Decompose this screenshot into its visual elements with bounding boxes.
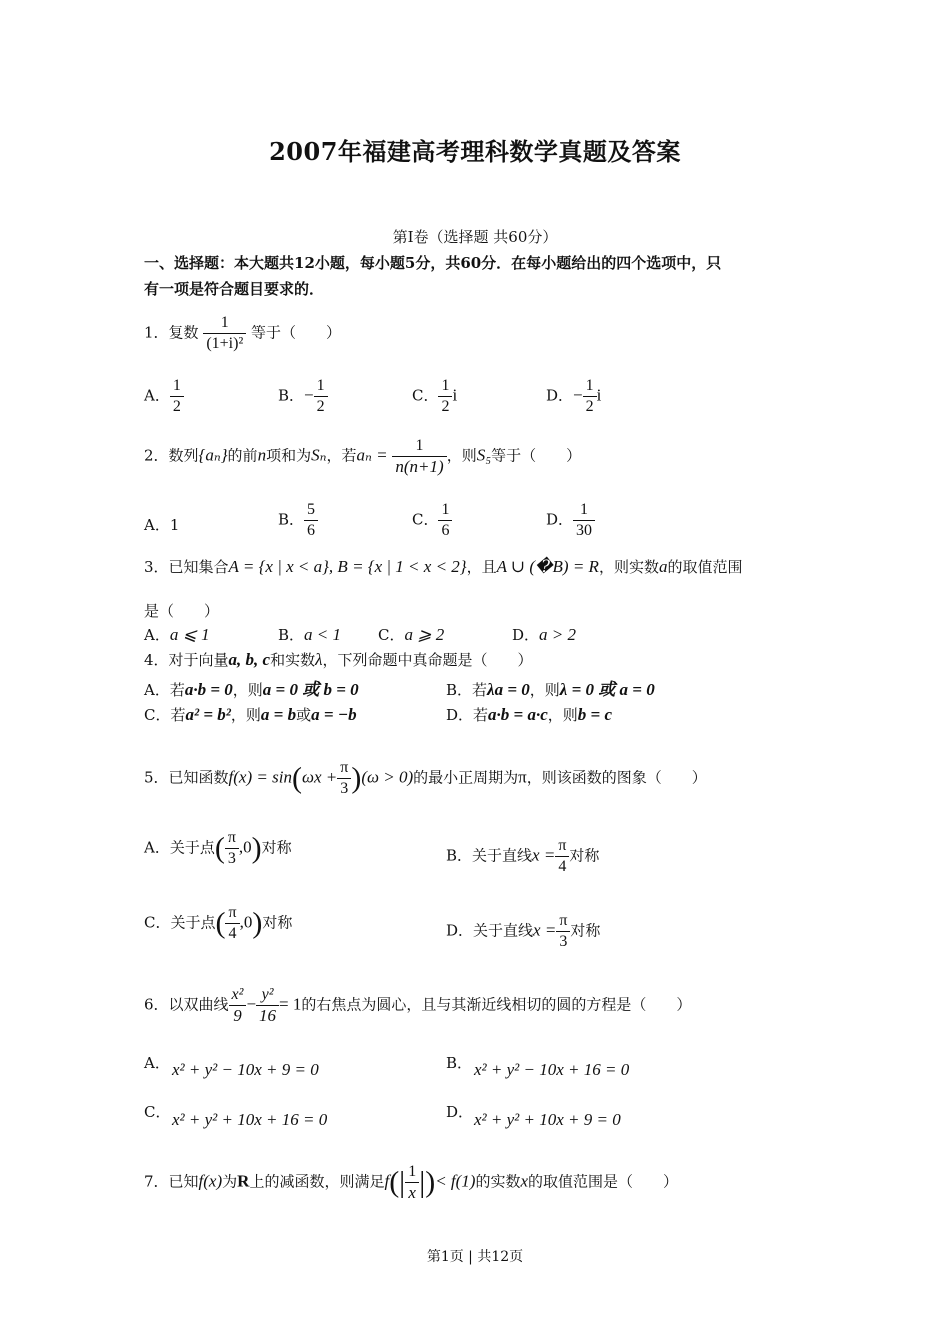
q1-option-b: B．− $\frac{1}{2}$ (278, 376, 328, 417)
q4-option-b (446, 675, 655, 700)
q2-den: n(n+1) (395, 457, 444, 476)
q2-c-den: 6 (441, 522, 450, 539)
q6-c-label: C． (144, 1103, 171, 1121)
q6-d1: 9 (233, 1006, 242, 1025)
question-6: 6．以双曲线 $\frac{\text{x²}}{9}$ − $\frac{\text{y²}}{16}$ = 1的右焦点为圆心，且与其渐近线相切的圆的方程是（ ） (144, 986, 692, 1025)
q5-three: 3 (340, 780, 349, 797)
q1-denominator: (1+i)² (206, 335, 244, 352)
q3-c-label: C． (378, 626, 405, 644)
q2-sequence: {aₙ} (198, 445, 228, 465)
q2-d-label: D． (546, 510, 574, 529)
q4-text-1: 和实数 (270, 651, 316, 669)
instructions-line-2: 有一项是符合题目要求的． (144, 280, 325, 298)
q6-y2: y² (256, 985, 279, 1006)
q5-stem: 5．已知函数 (144, 768, 229, 787)
q7-fx: f(x) (198, 1171, 223, 1191)
q1-c-label: C． (412, 386, 439, 405)
q4-a-mid: ，则 (232, 681, 263, 699)
q4-a-result: a = 0 或 b = 0 (262, 680, 359, 699)
q2-sn: Sₙ (311, 445, 327, 465)
q4-option-c (144, 704, 357, 725)
q2-d-den: 30 (576, 522, 593, 539)
q6-d-label: D． (446, 1103, 474, 1121)
q5-function: f(x) = sin (228, 767, 292, 787)
q7-den: x (408, 1183, 416, 1202)
q2-c-num: 1 (438, 500, 452, 521)
q6-option-d: x² + y² + 10x + 9 = 0 (474, 1110, 621, 1129)
q5-a-zero: ,0 (238, 837, 252, 857)
q3-a: a (658, 557, 668, 576)
question-4 (144, 649, 533, 670)
q1-numerator: 1 (203, 313, 246, 334)
q3-b-value: a < 1 (304, 625, 342, 644)
q4-b-label: B．若 (446, 681, 488, 699)
q5-d-end: 对称 (570, 921, 601, 940)
q5-b-x: x = (532, 845, 556, 865)
q4-d-result: b = c (577, 705, 613, 724)
q5-option-a: A．关于点( $\frac{\pi}{3}$ ,0)对称 (144, 829, 292, 867)
q5-d-den: 3 (559, 933, 568, 950)
q5-c-end: 对称 (262, 913, 293, 932)
q4-option-a (144, 675, 359, 700)
q4-d-expr: a·b = a·c (488, 705, 548, 724)
q3-stem: 3．已知集合 (144, 558, 229, 576)
q4-c-mid: ，则 (230, 706, 261, 724)
q4-c-or: 或 (296, 706, 312, 724)
q1-a-label: A． (144, 386, 170, 405)
q1-stem: 1．复数 (144, 323, 199, 342)
q5-c-label: C．关于点 (144, 913, 216, 932)
q5-option-b: B．关于直线x = $\frac{\pi}{4}$ 对称 (446, 837, 600, 875)
q2-option-d (546, 500, 595, 541)
q3-text-2: ，则实数 (598, 558, 659, 576)
q1-option-c: C． $\frac{1}{2}$ i (412, 377, 458, 415)
q4-a-label: A．若 (144, 681, 185, 699)
q6-option-c: x² + y² + 10x + 16 = 0 (172, 1110, 328, 1129)
q1-option-d: D．− $\frac{1}{2}$ i (546, 377, 602, 415)
q4-d-mid: ，则 (547, 706, 578, 724)
q6-option-a: x² + y² − 10x + 9 = 0 (172, 1060, 319, 1079)
q7-stem: 7．已知 (144, 1172, 199, 1191)
q1-option-a: A． $\frac{1}{2}$ (144, 376, 184, 417)
q1-after: 等于（ ） (251, 323, 342, 342)
q6-text-1: 的右焦点为圆心，且与其渐近线相切的圆的方程是（ ） (301, 995, 692, 1014)
q6-a-label: A． (144, 1054, 170, 1072)
q2-stem: 2．数列 (144, 446, 199, 465)
q3-d-label: D． (512, 626, 540, 644)
question-1 (144, 313, 341, 354)
q5-pi: π (337, 758, 351, 779)
question-2 (144, 436, 581, 477)
q2-d-num: 1 (573, 500, 595, 521)
q4-c-result-2: a = −b (311, 705, 357, 724)
q3-b-label: B． (278, 626, 305, 644)
q4-option-d (446, 704, 612, 725)
q7-f: f (384, 1171, 390, 1191)
q7-text-3: 的实数 (475, 1172, 521, 1191)
q5-text-2: ，则该函数的图象（ ） (526, 768, 707, 787)
q6-b-label: B． (446, 1054, 473, 1072)
question-5: 5．已知函数f(x) = sin(ωx + $\frac{\pi}{3}$ )(ω > 0)的最小正周期为π，则该函数的图象（ ） (144, 759, 707, 797)
q2-b-label: B． (278, 510, 305, 529)
q7-r: R (237, 1171, 250, 1191)
q3-sets: A = {x | x < a}, B = {x | 1 < x < 2} (228, 557, 467, 576)
q6-d2: 16 (259, 1006, 277, 1025)
q6-x2: x² (229, 985, 247, 1006)
q5-option-d: D．关于直线x = $\frac{\pi}{3}$ 对称 (446, 912, 601, 950)
q2-n: n (257, 445, 267, 465)
q2-b-den: 6 (307, 522, 316, 539)
q5-b-label: B．关于直线 (446, 846, 533, 865)
question-3 (144, 556, 742, 577)
q2-num: 1 (392, 436, 446, 457)
q5-b-den: 4 (558, 858, 567, 875)
q3-a-value: a ⩽ 1 (169, 625, 210, 644)
q1-fraction (203, 313, 246, 354)
q4-c-result-1: a = b (260, 705, 297, 724)
q5-c-den: 4 (228, 925, 237, 942)
q3-a-label: A． (144, 626, 170, 644)
q2-text-1: 的前 (227, 446, 258, 465)
page-footer: 第1页 | 共12页 (426, 1249, 524, 1265)
q5-b-end: 对称 (569, 846, 600, 865)
q2-c-label: C． (412, 510, 439, 529)
q7-text-2: 上的减函数，则满足 (249, 1172, 385, 1191)
instructions-line-1: 一、选择题：本大题共12小题，每小题5分，共60分．在每小题给出的四个选项中，只 (144, 254, 722, 272)
q5-condition: (ω > 0) (361, 767, 414, 787)
q4-text-2: ，下列命题中真命题是（ ） (322, 651, 533, 669)
q4-stem: 4．对于向量 (144, 651, 229, 669)
q2-text-3: ，若 (326, 446, 357, 465)
q5-d-label: D．关于直线 (446, 921, 534, 940)
q5-period: π (518, 767, 527, 787)
q6-stem: 6．以双曲线 (144, 995, 229, 1014)
q1-d-label: D． (546, 386, 574, 405)
q1-b-label: B． (278, 386, 305, 405)
q2-b-num: 5 (304, 500, 318, 521)
q7-x: x (520, 1171, 529, 1191)
section-heading: 第Ⅰ卷（选择题 共60分） (392, 228, 558, 246)
q3-d-value: a > 2 (539, 625, 577, 644)
q7-num: 1 (405, 1162, 419, 1183)
q4-lambda: λ (315, 650, 323, 669)
q2-text-5: 等于（ ） (491, 446, 582, 465)
q2-text-4: ，则 (446, 446, 477, 465)
q4-c-label: C．若 (144, 706, 186, 724)
q3-text-3: 的取值范围 (667, 558, 743, 576)
q5-c-zero: ,0 (239, 912, 253, 932)
q6-eq1: = 1 (279, 994, 302, 1014)
q3-option-c (378, 624, 444, 645)
q2-option-a: A．1 (144, 516, 180, 534)
q2-text-2: 项和为 (266, 446, 312, 465)
q7-text-4: 的取值范围是（ ） (528, 1172, 679, 1191)
q3-option-d (512, 624, 576, 645)
q3-option-b (278, 624, 341, 645)
q4-b-result: λ = 0 或 a = 0 (559, 680, 655, 699)
q4-vectors: a, b, c (228, 650, 271, 669)
q3-text-1: ，且 (466, 558, 497, 576)
q6-option-b: x² + y² − 10x + 16 = 0 (474, 1060, 630, 1079)
q5-inner: ωx + (301, 767, 338, 787)
q2-option-b (278, 500, 318, 541)
q3-line-2: 是（ ） (144, 602, 220, 620)
q2-s5: S₅ (476, 445, 492, 465)
q5-option-c: C．关于点( $\frac{\pi}{4}$ ,0)对称 (144, 904, 293, 942)
document-title: 2007年福建高考理科数学真题及答案 (269, 137, 681, 166)
q5-a-end: 对称 (261, 838, 292, 857)
q3-c-value: a ⩾ 2 (404, 625, 445, 644)
q7-text-1: 为 (222, 1172, 238, 1191)
q5-a-den: 3 (227, 850, 236, 867)
question-7: 7．已知f(x)为R上的减函数，则满足f(| $\frac{1}{x}$ |)< f(1)的实数x的取值范围是（ ） (144, 1163, 679, 1202)
q5-text-1: 的最小正周期为 (413, 768, 519, 787)
q5-a-label: A．关于点 (144, 838, 215, 857)
q2-option-c (412, 500, 452, 541)
q7-lt: < f(1) (435, 1171, 476, 1191)
q3-option-a (144, 624, 210, 645)
q3-condition: A ∪ (�B) = R (496, 557, 599, 576)
q4-d-label: D．若 (446, 706, 489, 724)
q4-b-mid: ，则 (529, 681, 560, 699)
q4-c-expr: a² = b² (185, 705, 231, 724)
q2-fraction (392, 436, 446, 477)
q5-d-x: x = (533, 920, 557, 940)
q2-an: aₙ = (356, 445, 388, 465)
q4-b-expr: λa = 0 (487, 680, 530, 699)
q4-a-expr: a·b = 0 (184, 680, 233, 699)
